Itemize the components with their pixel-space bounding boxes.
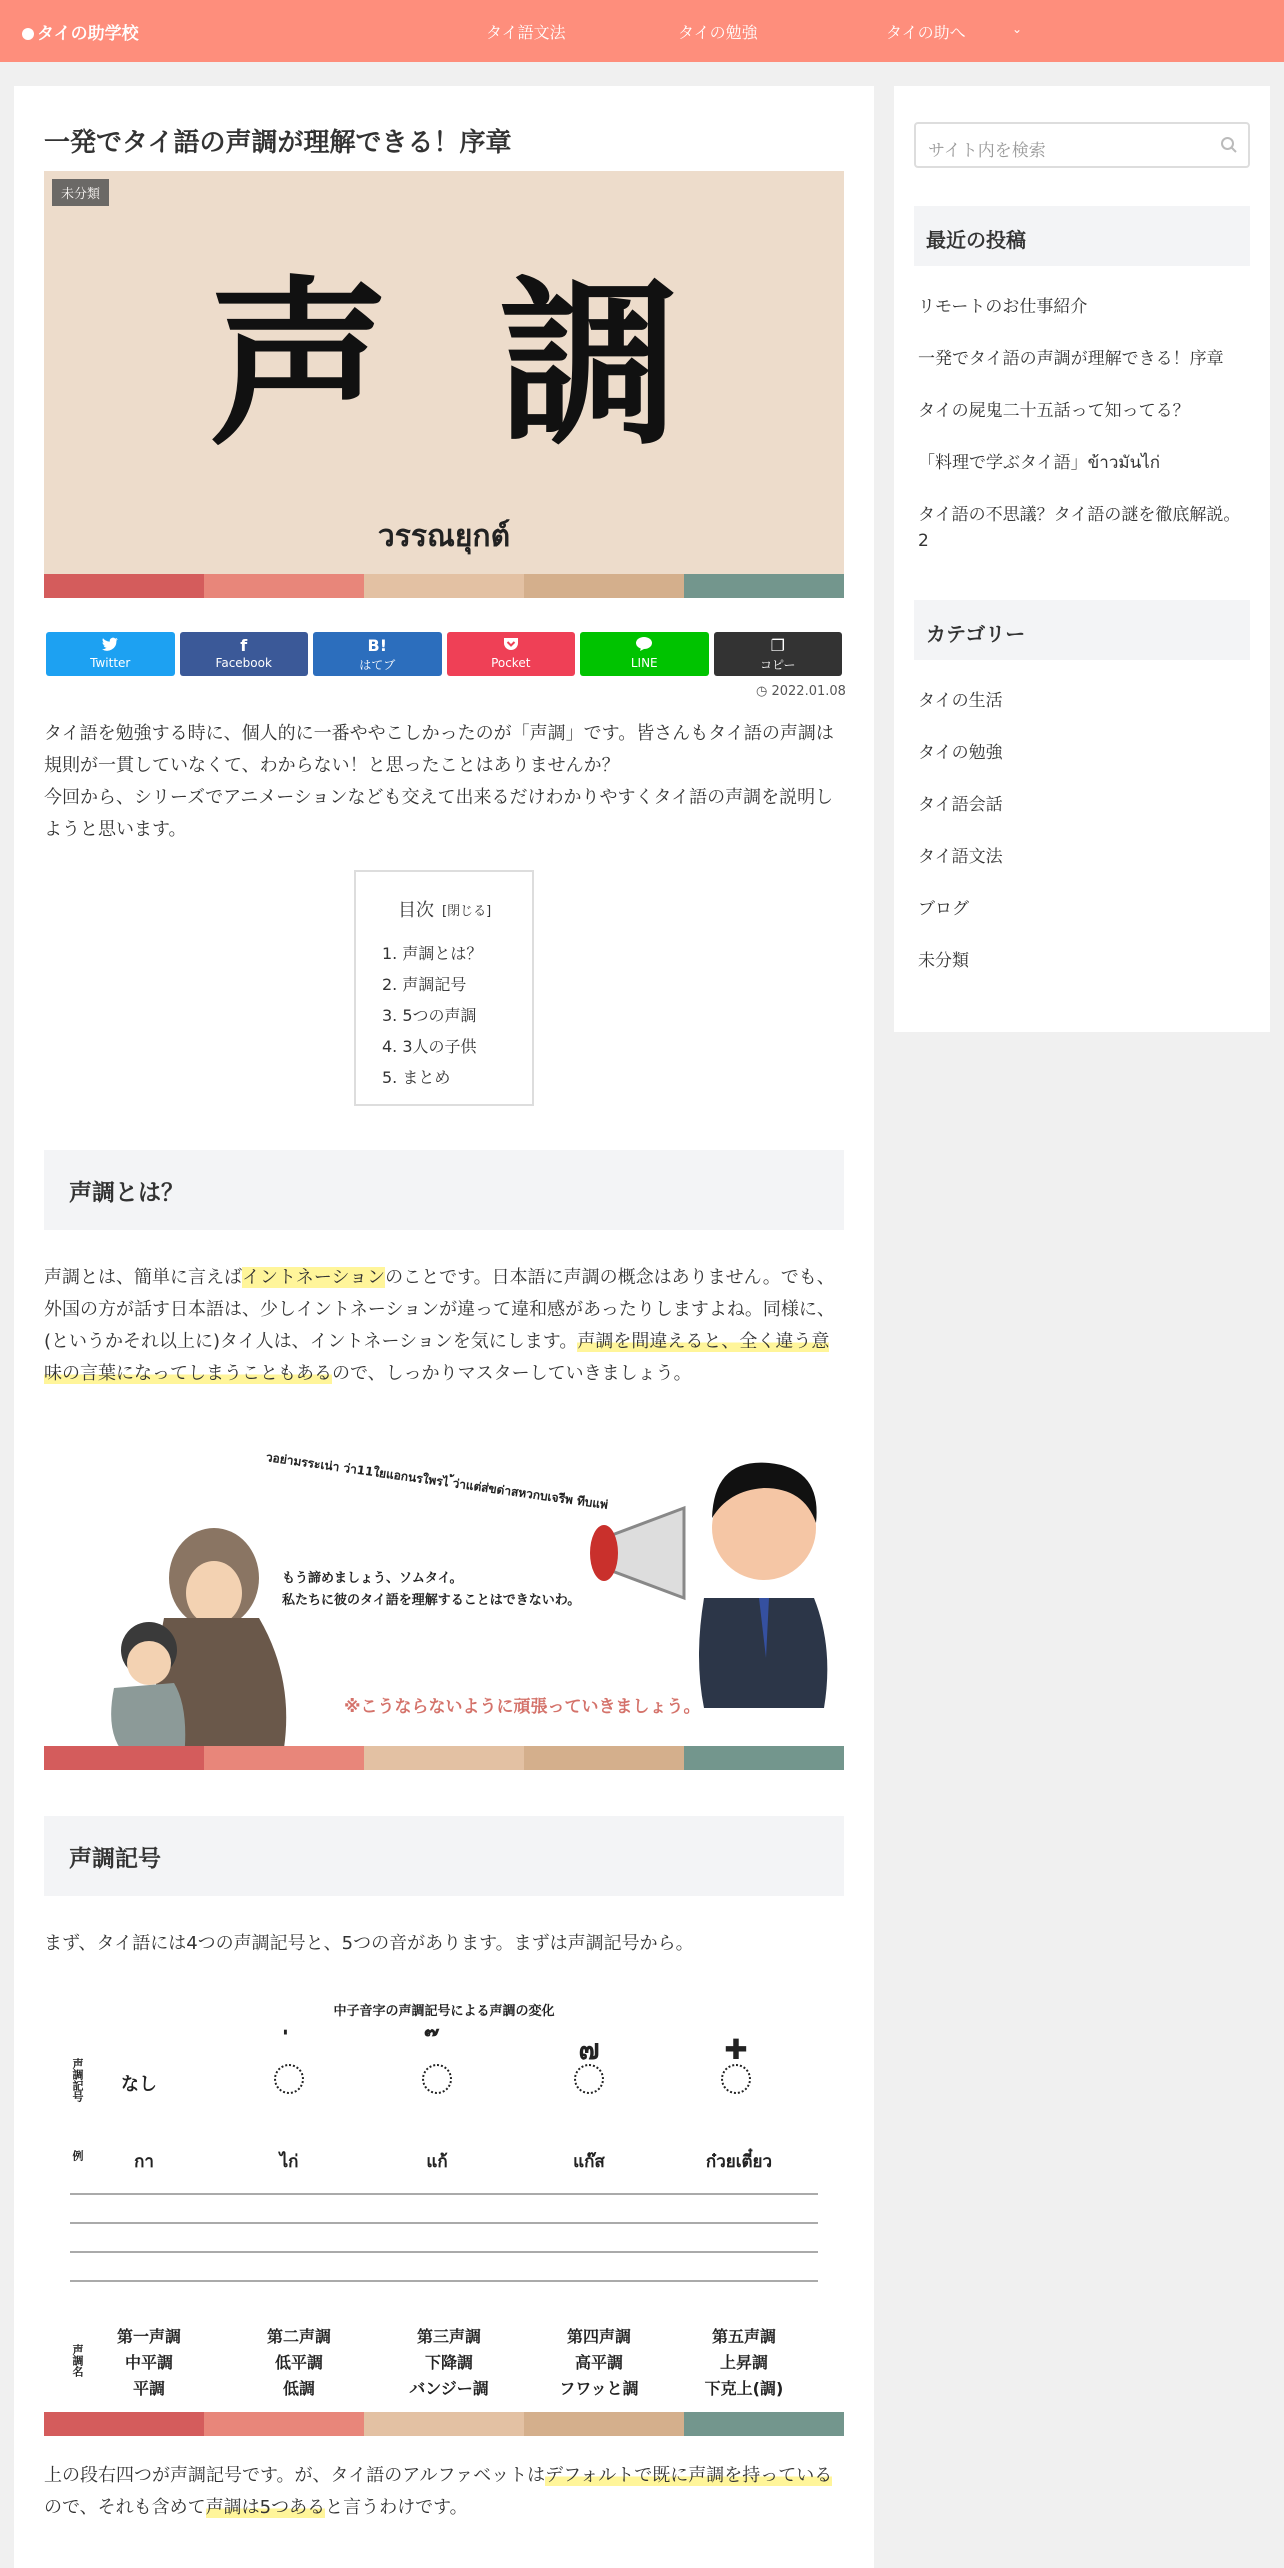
category-link[interactable]: タイ語会話 — [918, 795, 1003, 815]
tone-example: กา — [134, 2152, 154, 2172]
site-logo[interactable] — [22, 19, 139, 44]
tone-example: ไก่ — [279, 2152, 299, 2172]
hero-image — [44, 171, 844, 598]
thai-speech-banner: วอย่ามรระเน่า ว่า11ใยแอกนรใพรไ ้ว่าแต่ส่ขด่าสหวกบเจรีพ ทีบแพ่ — [265, 1450, 609, 1512]
tone-mark: ✚ — [701, 2036, 771, 2098]
search-input[interactable] — [914, 122, 1250, 168]
toc-toggle[interactable]: [閉じる] — [442, 904, 492, 919]
consonant-placeholder-icon — [721, 2064, 751, 2094]
facebook-icon: f — [240, 636, 248, 655]
share-twitter-button[interactable] — [46, 632, 175, 676]
page-title: 一発でタイ語の声調が理解できる！序章 — [44, 128, 512, 158]
share-pocket-label: Pocket — [491, 656, 531, 670]
share-copy-button[interactable] — [714, 632, 843, 676]
share-hatena-button[interactable] — [313, 632, 442, 676]
section2-outro: 上の段右四つが声調記号です。が、タイ語のアルファベットはデフォルトで既に声調を持っているので、それも含めて声調は5つあると言うわけです。 — [44, 2465, 833, 2518]
share-line-button[interactable] — [580, 632, 709, 676]
tone-example: แก๊ส — [573, 2152, 605, 2172]
share-facebook-button[interactable] — [180, 632, 309, 676]
category-badge[interactable]: 未分類 — [52, 179, 109, 206]
toc-item[interactable]: 5. まとめ — [382, 1068, 451, 1087]
category-link[interactable]: タイ語文法 — [918, 847, 1003, 867]
color-stripe — [44, 574, 844, 598]
toc-item[interactable]: 2. 声調記号 — [382, 975, 467, 994]
tone-example: ก๋วยเตี๋ยว — [705, 2152, 773, 2172]
tone-name: 第一声調 中平調 平調 — [116, 2327, 181, 2398]
sidebar-heading-category: カテゴリー — [914, 600, 1250, 660]
tone-chart-title: 中子音字の声調記号による声調の変化 — [333, 2004, 555, 2019]
share-twitter-label: Twitter — [90, 656, 131, 670]
site-logo-text: タイの助学校 — [37, 24, 139, 44]
hatena-icon: B! — [367, 636, 387, 655]
tone-chart-image — [44, 1988, 844, 2436]
section-heading-text: 声調記号 — [69, 1846, 161, 1872]
row-label-example: 例 — [71, 2150, 84, 2161]
search-placeholder: サイト内を検索 — [928, 141, 1046, 161]
search-icon[interactable] — [1220, 136, 1238, 154]
consonant-placeholder-icon — [574, 2064, 604, 2094]
category-link[interactable]: タイの勉強 — [918, 743, 1003, 763]
post-date — [756, 684, 846, 699]
twitter-icon — [46, 637, 175, 655]
tone-name: 第三声調 下降調 バンジー調 — [409, 2327, 489, 2398]
toc-list — [382, 938, 482, 1093]
share-line-label: LINE — [630, 656, 658, 670]
tone-mark — [254, 2036, 324, 2098]
share-pocket-button[interactable] — [447, 632, 576, 676]
tone-name: 第四声調 高平調 フワッと調 — [559, 2327, 639, 2398]
pocket-icon — [447, 637, 576, 655]
divider — [70, 2251, 818, 2253]
nav-item-thai-study[interactable]: タイの勉強 — [678, 23, 758, 42]
intro-paragraph-2: 今回から、シリーズでアニメーションなども交えて出来るだけわかりやすくタイ語の声調を説明しようと思います。 — [44, 787, 834, 840]
logo-icon — [22, 28, 34, 40]
divider — [70, 2222, 818, 2224]
divider — [70, 2193, 818, 2195]
toc-title: 目次 — [398, 900, 434, 921]
speech-bubble-text: もう諦めましょう、ソムタイ。 私たちに彼のタイ語を理解することはできないわ。 — [282, 1571, 581, 1608]
share-facebook-label: Facebook — [215, 656, 272, 670]
section2-intro: まず、タイ語には4つの声調記号と、5つの音があります。まずは声調記号から。 — [44, 1933, 694, 1954]
tone-name: 第二声調 低平調 低調 — [266, 2327, 331, 2398]
color-stripe — [44, 1746, 844, 1770]
recent-post-link[interactable]: 一発でタイ語の声調が理解できる！序章 — [918, 349, 1224, 369]
share-hatena-label: はてブ — [359, 658, 396, 672]
tone-mark: ๗ — [554, 2036, 624, 2098]
tone-mark-none: なし — [121, 2074, 157, 2095]
row-label-names: 声調名 — [71, 2344, 84, 2377]
sidebar-heading-recent: 最近の投稿 — [914, 206, 1250, 266]
clock-icon: ◷ — [756, 684, 772, 699]
section-heading — [44, 1816, 844, 1896]
recent-post-link[interactable]: タイの屍鬼二十五話って知ってる？ — [918, 401, 1190, 421]
category-link[interactable]: 未分類 — [918, 951, 969, 971]
warning-caption: ※こうならないように頑張っていきましょう。 — [344, 1697, 701, 1717]
nav-item-thai-no-suke[interactable]: タイの助へ — [886, 23, 966, 42]
tone-name: 第五声調 上昇調 下克上(調) — [704, 2327, 784, 2398]
hero-kanji: 声調 — [208, 261, 789, 470]
recent-post-link[interactable]: タイ語の不思議？タイ語の謎を徹底解説。2 — [918, 505, 1241, 551]
toc-item[interactable]: 4. 3人の子供 — [382, 1037, 477, 1056]
section-heading-text: 声調とは？ — [69, 1180, 184, 1206]
copy-icon: ❐ — [770, 636, 785, 655]
consonant-placeholder-icon — [422, 2064, 452, 2094]
category-link[interactable]: ブログ — [918, 899, 969, 919]
section1-paragraph: 声調とは、簡単に言えばイントネーションのことです。日本語に声調の概念はありません。でも、外国の方が話す日本語は、少しイントネーションが違って違和感があったりしますよね。同様に、(というかそれ以上に)タイ人は、イントネーションを気にします。声調を間違えると、全く違う意味の言葉になってしまうこともあるので、しっかりマスターしていきましょう。 — [44, 1267, 835, 1384]
table-of-contents — [354, 870, 534, 1106]
intro-paragraph-1: タイ語を勉強する時に、個人的に一番ややこしかったのが「声調」です。皆さんもタイ語の声調は規則が一貫していなくて、わからない！と思ったことはありませんか？ — [44, 723, 834, 776]
divider — [70, 2280, 818, 2282]
section-heading — [44, 1150, 844, 1230]
illustration-image — [44, 1418, 844, 1770]
hero-thai-text: วรรณยุกต์ — [377, 519, 511, 554]
nav-item-thai-grammar[interactable]: タイ語文法 — [486, 23, 566, 42]
color-stripe — [44, 2412, 844, 2436]
toc-item[interactable]: 3. 5つの声調 — [382, 1006, 477, 1025]
post-date-text: 2022.01.08 — [771, 684, 846, 699]
category-link[interactable]: タイの生活 — [918, 691, 1003, 711]
line-icon — [580, 637, 709, 655]
recent-post-link[interactable]: 「料理で学ぶタイ語」ข้าวมันไก่ — [918, 453, 1161, 473]
toc-item[interactable]: 1. 声調とは？ — [382, 944, 483, 963]
chevron-down-icon[interactable]: ⌄ — [1012, 22, 1023, 36]
tone-mark — [402, 2036, 472, 2098]
share-copy-label: コピー — [759, 658, 796, 672]
site-header — [0, 0, 1284, 62]
share-buttons — [46, 632, 842, 676]
tone-example: แก้ — [426, 2152, 448, 2172]
recent-post-link[interactable]: リモートのお仕事紹介 — [918, 297, 1088, 317]
row-label-marks: 声調記号 — [71, 2058, 84, 2102]
consonant-placeholder-icon — [274, 2064, 304, 2094]
